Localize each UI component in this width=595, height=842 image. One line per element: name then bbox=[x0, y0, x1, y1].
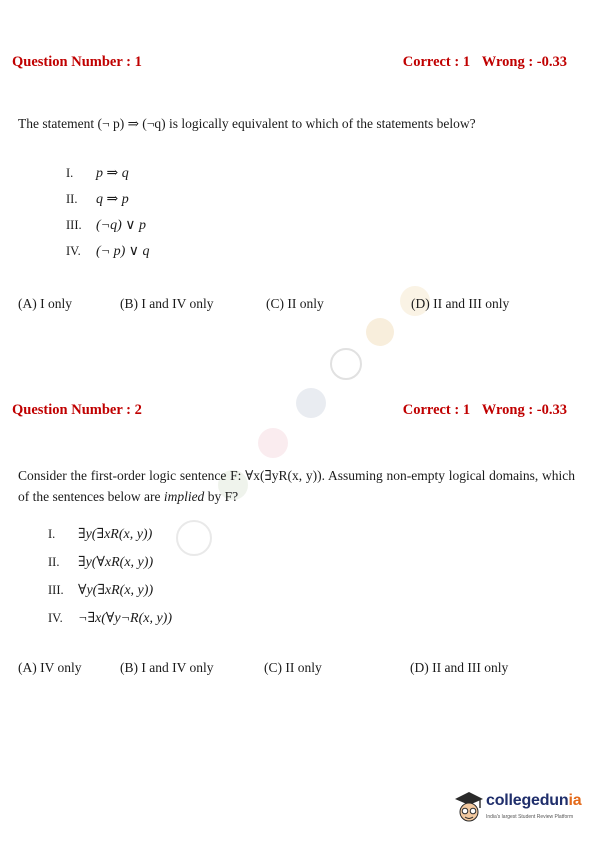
statement-number: I. bbox=[48, 526, 56, 541]
mascot-icon bbox=[454, 790, 484, 826]
option-d[interactable]: (D) II and III only bbox=[410, 660, 509, 675]
statement-expression: ∃y(∃xR(x, y)) bbox=[78, 526, 153, 542]
statement bbox=[48, 548, 172, 576]
brand-main: collegedun bbox=[486, 792, 569, 809]
statement-number: IV. bbox=[48, 610, 63, 625]
question-1-header bbox=[12, 54, 567, 71]
watermark-seal bbox=[176, 520, 212, 556]
question-2-header bbox=[12, 402, 567, 419]
question-2-heading: Question Number : 2 bbox=[12, 402, 142, 418]
question-2-stem-emphasis: implied bbox=[163, 489, 205, 504]
statement-number: I. bbox=[66, 165, 74, 180]
option-a[interactable]: (A) I only bbox=[18, 296, 72, 311]
statement bbox=[48, 520, 172, 548]
brand-tagline: India's largest Student Review Platform bbox=[486, 814, 574, 820]
statement-expression: q ⇒ p bbox=[96, 191, 129, 207]
statement bbox=[48, 604, 172, 632]
question-2-stem bbox=[18, 465, 575, 507]
statement-number: III. bbox=[66, 217, 82, 232]
option-d[interactable]: (D) II and III only bbox=[411, 296, 510, 311]
statement-expression: p ⇒ q bbox=[96, 165, 129, 181]
question-1-heading: Question Number : 1 bbox=[12, 54, 142, 70]
statement-number: II. bbox=[66, 191, 78, 206]
statement-expression: (¬q) ∨ p bbox=[96, 217, 147, 233]
question-2-stem-end: by F? bbox=[204, 489, 239, 504]
statement-number: IV. bbox=[66, 243, 81, 258]
statement-expression: (¬ p) ∨ q bbox=[96, 243, 150, 259]
question-1-marking bbox=[403, 54, 567, 71]
question-1-correct: Correct : 1 bbox=[402, 54, 471, 70]
watermark-seal bbox=[258, 428, 288, 458]
statement bbox=[48, 576, 172, 604]
collegedunia-logo bbox=[454, 790, 590, 830]
statement bbox=[66, 238, 150, 264]
question-2-stem-text: Consider the first-order logic sentence F: ∀x(∃yR(x, y)). Assuming non-empty logical domains, which of the sentences below are bbox=[18, 468, 575, 504]
question-1-wrong: Wrong : -0.33 bbox=[481, 54, 567, 70]
question-2-wrong: Wrong : -0.33 bbox=[481, 402, 567, 418]
watermark-seal bbox=[366, 318, 394, 346]
question-2-correct: Correct : 1 bbox=[402, 402, 471, 418]
option-a[interactable]: (A) IV only bbox=[18, 660, 82, 675]
question-2-marking bbox=[403, 402, 567, 419]
statement-expression: ¬∃x(∀y¬R(x, y)) bbox=[78, 610, 172, 626]
statement-expression: ∀y(∃xR(x, y)) bbox=[78, 582, 154, 598]
statement-number: II. bbox=[48, 554, 60, 569]
watermark-seal bbox=[330, 348, 362, 380]
option-b[interactable]: (B) I and IV only bbox=[120, 660, 214, 675]
statement-number: III. bbox=[48, 582, 64, 597]
option-c[interactable]: (C) II only bbox=[264, 660, 322, 675]
statement bbox=[66, 186, 150, 212]
question-2-statements bbox=[48, 520, 172, 632]
statement-expression: ∃y(∀xR(x, y)) bbox=[78, 554, 154, 570]
option-c[interactable]: (C) II only bbox=[266, 296, 324, 311]
statement bbox=[66, 212, 150, 238]
question-1-statements bbox=[66, 160, 150, 264]
statement bbox=[66, 160, 150, 186]
option-b[interactable]: (B) I and IV only bbox=[120, 296, 214, 311]
question-1-stem: The statement (¬ p) ⇒ (¬q) is logically equivalent to which of the statements below? bbox=[18, 116, 476, 131]
brand-accent: ia bbox=[568, 792, 582, 809]
brand-name bbox=[486, 792, 581, 810]
